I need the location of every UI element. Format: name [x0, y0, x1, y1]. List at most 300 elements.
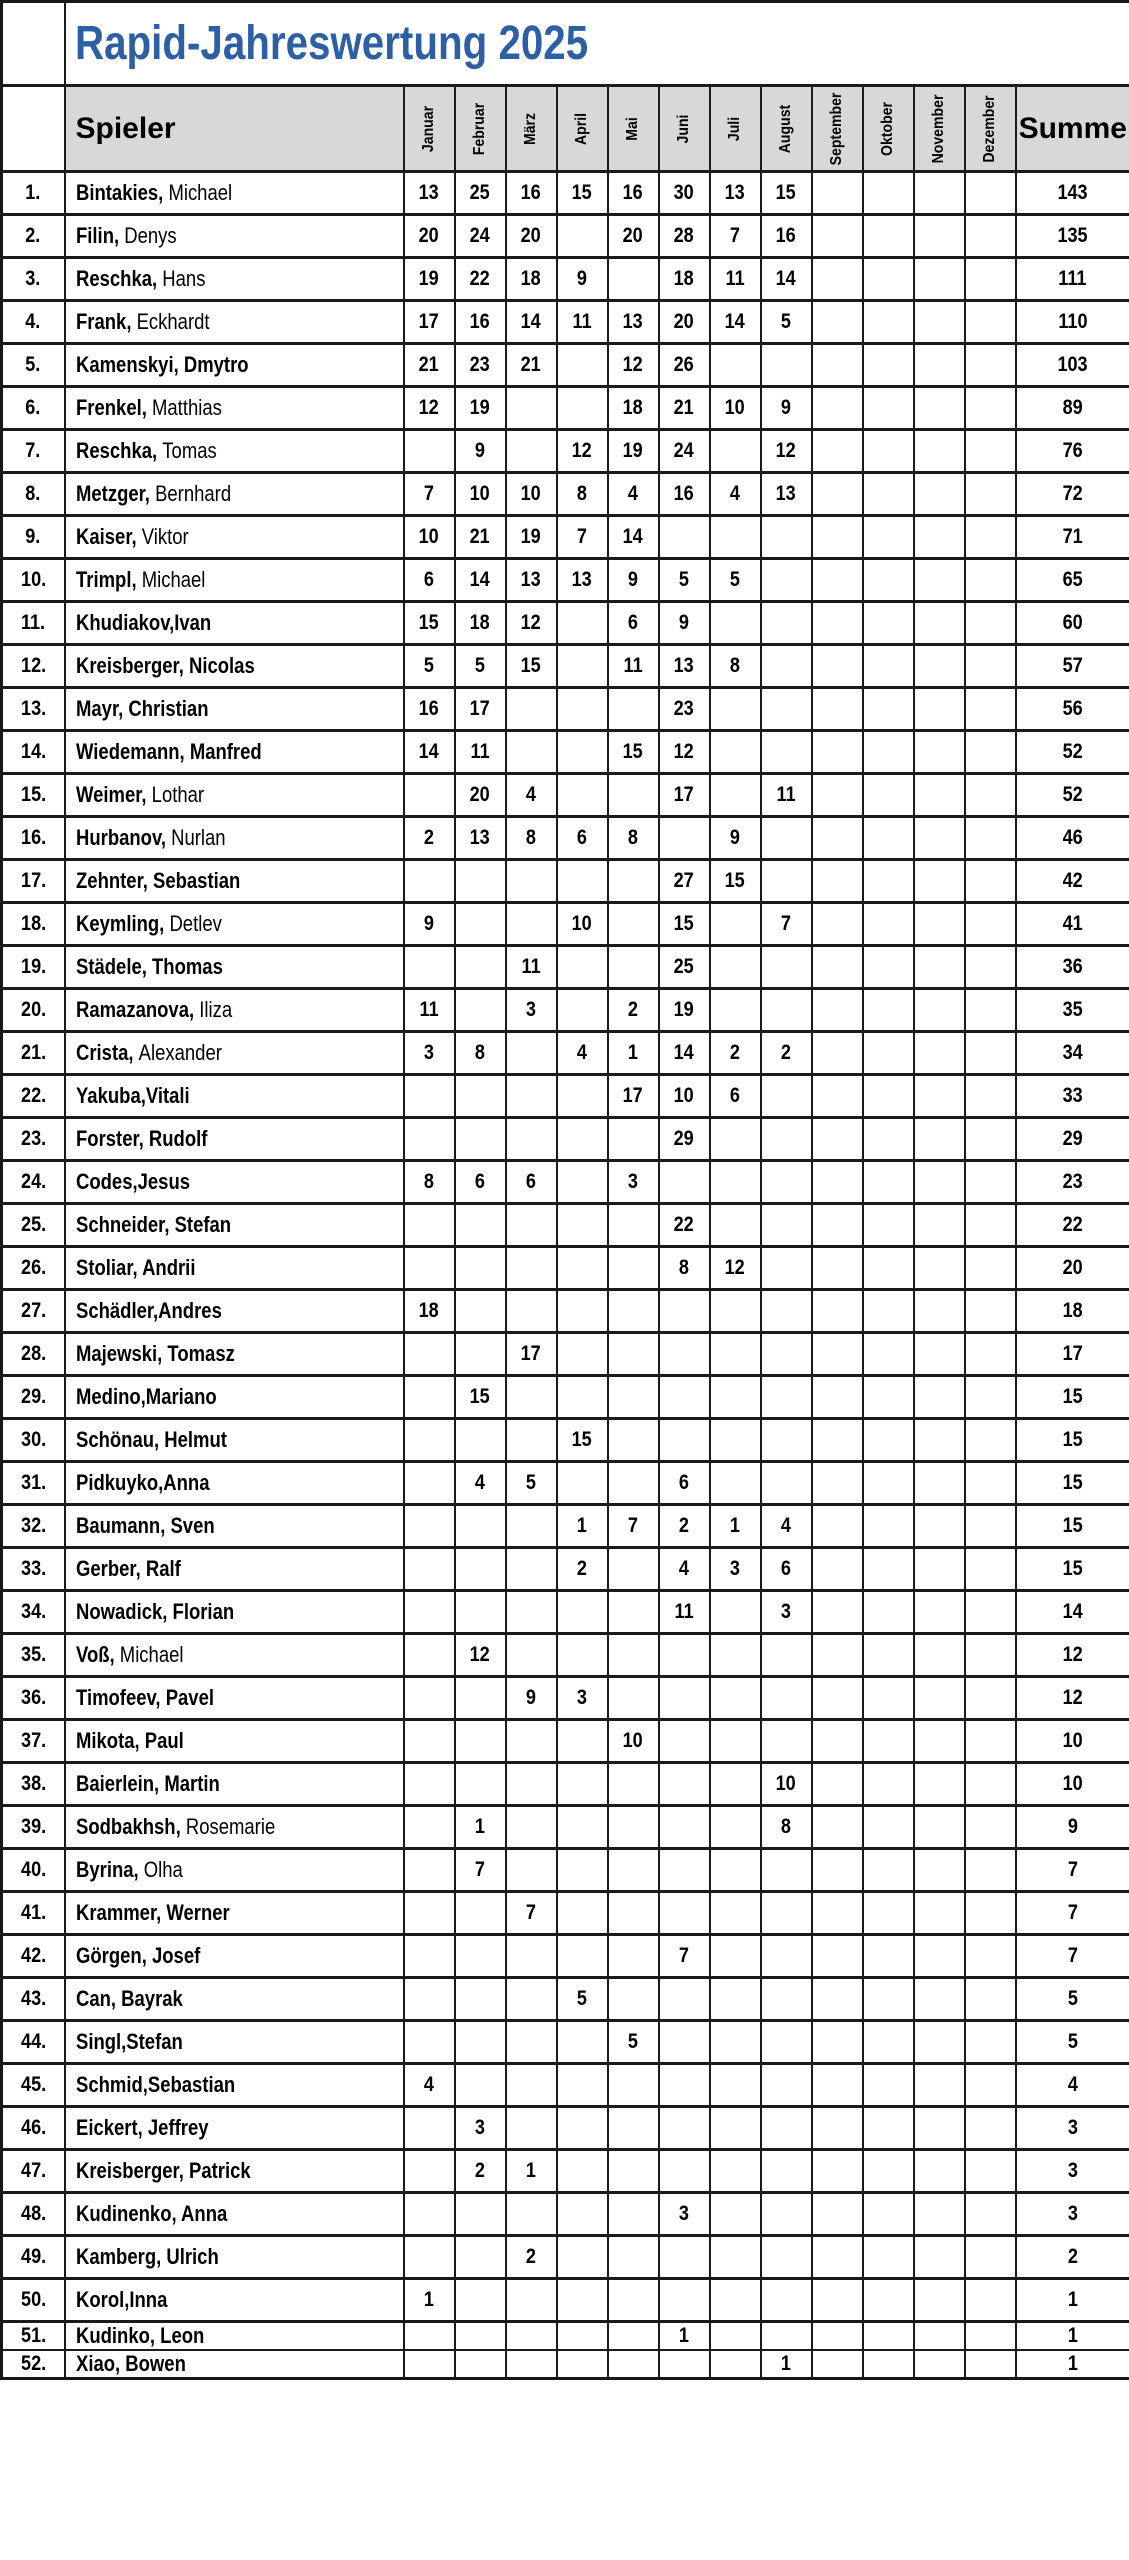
score-cell: 22	[659, 1204, 710, 1247]
player-lastname: Yakuba,Vitali	[75, 1083, 190, 1108]
player-name-cell	[65, 1591, 404, 1634]
score-cell: 11	[659, 1591, 710, 1634]
sum-cell: 5	[1016, 1978, 1129, 2021]
score-cell: 3	[557, 1677, 608, 1720]
score-cell	[404, 1333, 455, 1376]
sum-cell: 3	[1016, 2107, 1129, 2150]
score-cell	[404, 1118, 455, 1161]
table-row	[2, 989, 1129, 1032]
score-cell	[965, 1290, 1016, 1333]
player-name-cell	[65, 1118, 404, 1161]
score-cell	[914, 1505, 965, 1548]
player-firstname: Alexander	[133, 1040, 222, 1065]
score-cell	[914, 989, 965, 1032]
score-cell	[965, 2150, 1016, 2193]
score-cell	[761, 688, 812, 731]
score-cell	[761, 1677, 812, 1720]
player-lastname: Korol,Inna	[75, 2287, 167, 2312]
score-cell	[863, 645, 914, 688]
score-cell: 12	[659, 731, 710, 774]
score-cell	[557, 645, 608, 688]
score-cell	[965, 2021, 1016, 2064]
player-lastname: Wiedemann, Manfred	[75, 739, 262, 764]
score-cell	[914, 1849, 965, 1892]
month-header-label: August	[777, 104, 794, 153]
score-cell: 17	[506, 1333, 557, 1376]
player-lastname: Codes,Jesus	[75, 1169, 190, 1194]
player-lastname: Krammer, Werner	[75, 1900, 230, 1925]
score-cell	[965, 344, 1016, 387]
score-cell	[914, 516, 965, 559]
score-cell	[812, 215, 863, 258]
score-cell	[812, 774, 863, 817]
table-row	[2, 1720, 1129, 1763]
score-cell	[812, 1548, 863, 1591]
score-cell	[710, 2107, 761, 2150]
score-cell	[404, 1204, 455, 1247]
player-name-cell	[65, 1677, 404, 1720]
score-cell	[710, 1419, 761, 1462]
score-cell	[761, 2150, 812, 2193]
month-header	[863, 86, 914, 172]
score-cell	[455, 989, 506, 1032]
rank-cell: 23.	[2, 1118, 65, 1161]
score-cell	[965, 688, 1016, 731]
score-cell: 13	[506, 559, 557, 602]
score-cell	[761, 989, 812, 1032]
score-cell	[761, 1075, 812, 1118]
score-cell	[914, 2193, 965, 2236]
score-cell	[914, 1978, 965, 2021]
sum-cell: 65	[1016, 559, 1129, 602]
score-cell	[863, 817, 914, 860]
score-cell	[710, 903, 761, 946]
player-lastname: Pidkuyko,Anna	[75, 1470, 209, 1495]
score-cell	[506, 1634, 557, 1677]
rank-cell: 33.	[2, 1548, 65, 1591]
score-cell	[812, 1892, 863, 1935]
score-cell	[506, 430, 557, 473]
score-cell	[812, 1935, 863, 1978]
score-cell	[404, 2322, 455, 2351]
score-cell	[965, 602, 1016, 645]
score-cell	[404, 1806, 455, 1849]
score-cell	[761, 731, 812, 774]
rank-cell: 31.	[2, 1462, 65, 1505]
rank-cell: 5.	[2, 344, 65, 387]
sum-cell: 7	[1016, 1849, 1129, 1892]
score-cell	[557, 2107, 608, 2150]
score-cell: 12	[710, 1247, 761, 1290]
score-cell	[506, 1548, 557, 1591]
score-cell	[812, 817, 863, 860]
score-cell	[965, 387, 1016, 430]
score-cell: 12	[404, 387, 455, 430]
score-cell	[914, 2350, 965, 2379]
score-cell	[659, 2021, 710, 2064]
score-cell	[506, 1290, 557, 1333]
player-name-cell	[65, 2350, 404, 2379]
score-cell: 3	[506, 989, 557, 1032]
player-name-cell	[65, 1849, 404, 1892]
score-cell: 9	[506, 1677, 557, 1720]
rank-cell: 41.	[2, 1892, 65, 1935]
score-cell	[557, 2021, 608, 2064]
score-cell	[812, 903, 863, 946]
score-cell: 8	[506, 817, 557, 860]
score-cell	[761, 516, 812, 559]
score-cell	[812, 645, 863, 688]
table-row	[2, 2107, 1129, 2150]
score-cell	[557, 774, 608, 817]
score-cell	[557, 1806, 608, 1849]
score-cell	[506, 2322, 557, 2351]
score-cell	[455, 1075, 506, 1118]
score-cell	[455, 1290, 506, 1333]
sum-cell: 7	[1016, 1892, 1129, 1935]
score-cell	[914, 1548, 965, 1591]
score-cell	[761, 2193, 812, 2236]
score-cell	[812, 1462, 863, 1505]
table-row	[2, 860, 1129, 903]
table-row	[2, 1118, 1129, 1161]
score-cell	[914, 1419, 965, 1462]
score-cell	[761, 1333, 812, 1376]
score-cell: 11	[557, 301, 608, 344]
score-cell	[965, 172, 1016, 215]
score-cell	[914, 1591, 965, 1634]
score-cell	[404, 2107, 455, 2150]
score-cell	[863, 1376, 914, 1419]
score-cell: 14	[659, 1032, 710, 1075]
score-cell	[914, 1763, 965, 1806]
score-cell	[863, 1419, 914, 1462]
score-cell: 8	[455, 1032, 506, 1075]
score-cell	[710, 1204, 761, 1247]
score-cell	[710, 2021, 761, 2064]
score-cell	[863, 2236, 914, 2279]
score-cell	[965, 2350, 1016, 2379]
score-cell	[863, 1978, 914, 2021]
score-cell: 7	[506, 1892, 557, 1935]
player-lastname: Kreisberger, Patrick	[75, 2158, 251, 2183]
score-cell	[608, 2279, 659, 2322]
month-header	[812, 86, 863, 172]
score-cell: 5	[557, 1978, 608, 2021]
score-cell	[557, 688, 608, 731]
score-cell	[506, 688, 557, 731]
sum-cell: 15	[1016, 1462, 1129, 1505]
title-corner-cell	[2, 2, 65, 86]
table-row	[2, 1333, 1129, 1376]
score-cell: 25	[455, 172, 506, 215]
score-cell: 15	[455, 1376, 506, 1419]
score-cell: 4	[710, 473, 761, 516]
score-cell: 13	[659, 645, 710, 688]
score-cell	[761, 1204, 812, 1247]
score-cell	[710, 1333, 761, 1376]
score-cell: 4	[557, 1032, 608, 1075]
score-cell	[965, 1763, 1016, 1806]
score-cell	[965, 989, 1016, 1032]
score-cell: 14	[455, 559, 506, 602]
score-cell	[914, 473, 965, 516]
sum-cell: 1	[1016, 2350, 1129, 2379]
score-cell: 4	[761, 1505, 812, 1548]
score-cell	[506, 1419, 557, 1462]
score-cell	[557, 387, 608, 430]
score-cell: 4	[404, 2064, 455, 2107]
player-lastname: Keymling,	[75, 911, 164, 936]
score-cell: 24	[659, 430, 710, 473]
score-cell	[506, 1849, 557, 1892]
score-cell	[812, 1505, 863, 1548]
score-cell: 2	[404, 817, 455, 860]
score-cell: 23	[659, 688, 710, 731]
sum-cell: 15	[1016, 1548, 1129, 1591]
rank-cell: 25.	[2, 1204, 65, 1247]
score-cell	[863, 1763, 914, 1806]
score-cell	[914, 1462, 965, 1505]
score-cell	[404, 1462, 455, 1505]
score-cell	[557, 2322, 608, 2351]
score-cell	[761, 2322, 812, 2351]
score-cell	[659, 1720, 710, 1763]
score-cell	[914, 688, 965, 731]
score-cell	[761, 602, 812, 645]
score-cell: 7	[557, 516, 608, 559]
table-row	[2, 2322, 1129, 2351]
score-cell: 11	[455, 731, 506, 774]
score-cell: 21	[455, 516, 506, 559]
sum-cell: 23	[1016, 1161, 1129, 1204]
sum-cell: 7	[1016, 1935, 1129, 1978]
score-cell: 26	[659, 344, 710, 387]
score-cell	[863, 1032, 914, 1075]
score-cell: 5	[404, 645, 455, 688]
score-cell	[608, 1677, 659, 1720]
player-lastname: Schneider, Stefan	[75, 1212, 231, 1237]
score-cell: 13	[608, 301, 659, 344]
score-cell	[710, 688, 761, 731]
score-cell	[506, 2350, 557, 2379]
score-cell	[914, 731, 965, 774]
score-cell: 5	[506, 1462, 557, 1505]
score-cell: 28	[659, 215, 710, 258]
score-cell	[659, 2150, 710, 2193]
score-cell	[608, 903, 659, 946]
month-header	[506, 86, 557, 172]
score-cell	[965, 1032, 1016, 1075]
score-cell	[710, 1978, 761, 2021]
score-cell	[965, 2279, 1016, 2322]
score-cell: 8	[404, 1161, 455, 1204]
table-row	[2, 2236, 1129, 2279]
sum-cell: 52	[1016, 731, 1129, 774]
score-cell	[914, 1376, 965, 1419]
score-cell	[812, 860, 863, 903]
rank-cell: 18.	[2, 903, 65, 946]
month-header	[914, 86, 965, 172]
score-cell	[863, 1161, 914, 1204]
score-cell	[608, 688, 659, 731]
score-cell	[404, 1419, 455, 1462]
score-cell	[455, 1419, 506, 1462]
score-cell	[710, 1806, 761, 1849]
score-cell	[965, 258, 1016, 301]
score-cell	[761, 1290, 812, 1333]
score-cell: 15	[710, 860, 761, 903]
score-cell	[404, 1935, 455, 1978]
score-cell	[608, 774, 659, 817]
player-firstname: Eckhardt	[130, 309, 210, 334]
page-title: Rapid-Jahreswertung 2025	[74, 17, 588, 70]
score-cell	[812, 2322, 863, 2351]
rank-cell: 44.	[2, 2021, 65, 2064]
score-cell	[965, 1333, 1016, 1376]
score-cell: 6	[506, 1161, 557, 1204]
score-cell: 15	[608, 731, 659, 774]
score-cell: 10	[659, 1075, 710, 1118]
score-cell	[965, 1419, 1016, 1462]
score-cell	[404, 2021, 455, 2064]
score-cell	[404, 1892, 455, 1935]
score-cell	[455, 1720, 506, 1763]
score-cell	[608, 860, 659, 903]
month-header-label: September	[828, 92, 845, 165]
table-row	[2, 1419, 1129, 1462]
player-name-cell	[65, 1978, 404, 2021]
score-cell: 9	[659, 602, 710, 645]
score-cell	[608, 1978, 659, 2021]
score-cell	[863, 989, 914, 1032]
month-header-label: März	[522, 112, 539, 145]
rank-cell: 11.	[2, 602, 65, 645]
score-cell	[914, 1634, 965, 1677]
score-cell: 1	[557, 1505, 608, 1548]
rank-cell: 34.	[2, 1591, 65, 1634]
score-cell	[761, 2279, 812, 2322]
player-name-cell	[65, 602, 404, 645]
player-lastname: Byrina,	[75, 1857, 139, 1882]
score-cell	[710, 2193, 761, 2236]
score-cell: 8	[557, 473, 608, 516]
score-cell	[455, 860, 506, 903]
score-cell	[557, 1075, 608, 1118]
score-cell	[608, 2107, 659, 2150]
sum-cell: 72	[1016, 473, 1129, 516]
score-cell	[710, 1290, 761, 1333]
score-cell	[557, 1462, 608, 1505]
score-cell: 20	[404, 215, 455, 258]
score-cell	[812, 2021, 863, 2064]
score-cell: 4	[608, 473, 659, 516]
score-cell	[965, 860, 1016, 903]
score-cell	[812, 516, 863, 559]
score-cell: 21	[404, 344, 455, 387]
score-cell	[506, 2279, 557, 2322]
score-cell	[608, 1290, 659, 1333]
score-cell	[710, 2322, 761, 2351]
month-header-label: Mai	[624, 116, 641, 141]
score-cell	[557, 2150, 608, 2193]
player-name-cell	[65, 1419, 404, 1462]
score-cell	[608, 1634, 659, 1677]
player-name-cell	[65, 645, 404, 688]
score-cell	[863, 946, 914, 989]
score-cell	[812, 2150, 863, 2193]
score-cell	[812, 258, 863, 301]
player-name-cell	[65, 817, 404, 860]
score-cell	[455, 1978, 506, 2021]
score-cell	[965, 2236, 1016, 2279]
score-cell	[659, 1978, 710, 2021]
score-cell: 19	[608, 430, 659, 473]
month-header-label: April	[573, 112, 590, 145]
score-cell	[659, 1333, 710, 1376]
table-row	[2, 301, 1129, 344]
score-cell	[761, 645, 812, 688]
player-lastname: Stoliar, Andrii	[75, 1255, 195, 1280]
sum-cell: 22	[1016, 1204, 1129, 1247]
sum-cell: 60	[1016, 602, 1129, 645]
player-name-cell	[65, 1376, 404, 1419]
rank-cell: 40.	[2, 1849, 65, 1892]
player-name-cell	[65, 2236, 404, 2279]
sum-cell: 18	[1016, 1290, 1129, 1333]
player-name-cell	[65, 1720, 404, 1763]
score-cell: 7	[404, 473, 455, 516]
score-cell	[914, 1032, 965, 1075]
score-cell	[455, 1892, 506, 1935]
score-cell: 12	[761, 430, 812, 473]
score-cell: 10	[506, 473, 557, 516]
score-cell	[965, 946, 1016, 989]
score-cell	[914, 2279, 965, 2322]
sum-header: Summe	[1016, 86, 1129, 172]
month-header-label: Dezember	[981, 94, 998, 163]
sum-cell: 15	[1016, 1419, 1129, 1462]
score-cell	[965, 2107, 1016, 2150]
table-row	[2, 1978, 1129, 2021]
score-cell	[506, 903, 557, 946]
score-cell	[812, 1849, 863, 1892]
player-name-cell	[65, 774, 404, 817]
player-firstname: Hans	[156, 266, 205, 291]
score-cell	[404, 946, 455, 989]
player-name-cell	[65, 688, 404, 731]
score-cell	[965, 1118, 1016, 1161]
score-cell	[761, 1634, 812, 1677]
score-cell	[455, 2236, 506, 2279]
score-cell	[914, 645, 965, 688]
score-cell: 23	[455, 344, 506, 387]
score-cell	[557, 1892, 608, 1935]
score-cell	[761, 1892, 812, 1935]
score-cell: 4	[455, 1462, 506, 1505]
score-cell	[914, 215, 965, 258]
score-cell	[506, 2064, 557, 2107]
score-cell	[557, 1290, 608, 1333]
score-cell	[404, 2236, 455, 2279]
score-cell: 1	[506, 2150, 557, 2193]
score-cell	[863, 1548, 914, 1591]
score-cell	[812, 1161, 863, 1204]
score-cell	[761, 559, 812, 602]
score-cell: 5	[659, 559, 710, 602]
month-header	[455, 86, 506, 172]
score-cell: 25	[659, 946, 710, 989]
